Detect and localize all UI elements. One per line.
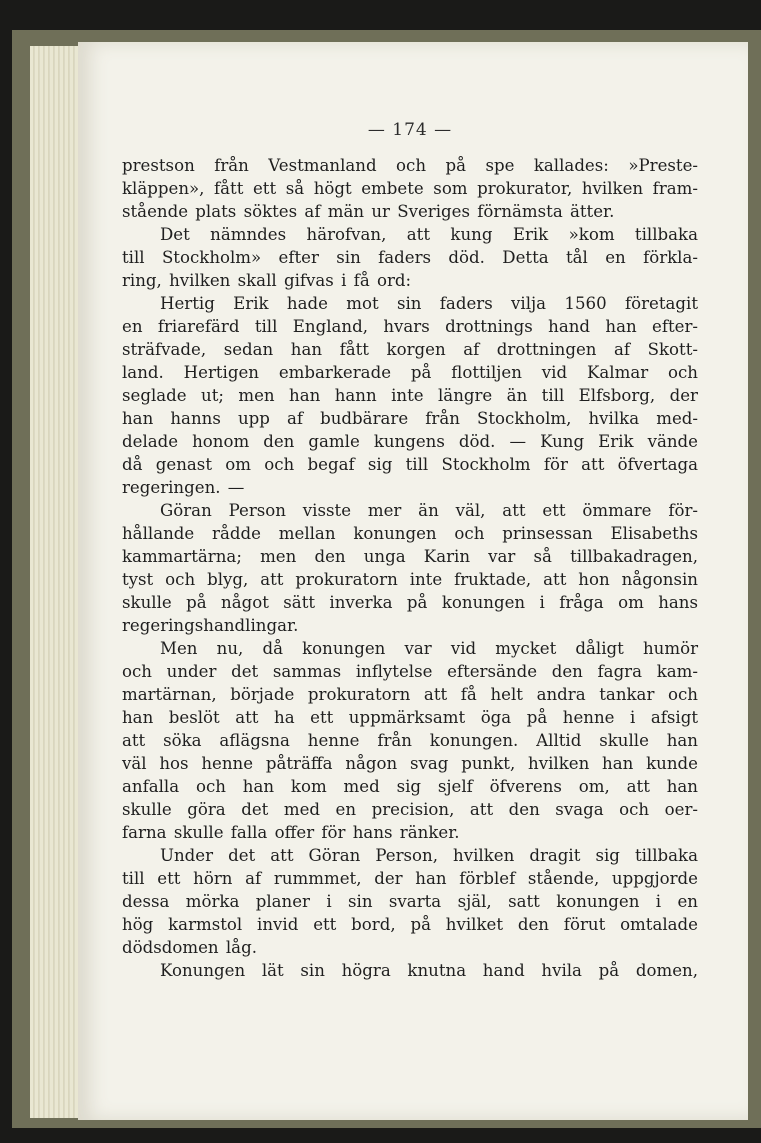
text-line: han hanns upp af budbärare från Stockholm, hvilka med-: [122, 409, 698, 428]
text-line: Konungen lät sin högra knutna hand hvila på domen,: [160, 961, 698, 980]
text-line: Göran Person visste mer än väl, att ett ömmare för-: [160, 501, 698, 520]
body-text: [122, 154, 698, 982]
text-line: regeringen. —: [122, 478, 245, 497]
text-line: dödsdomen låg.: [122, 938, 257, 957]
text-line: seglade ut; men han hann inte längre än till Elfsborg, der: [122, 386, 698, 405]
text-line: då genast om och begaf sig till Stockholm för att öfvertaga: [122, 455, 698, 474]
text-line: kläppen», fått ett så högt embete som prokurator, hvilken fram-: [122, 179, 698, 198]
text-line: anfalla och han kom med sig sjelf öfverens om, att han: [122, 777, 698, 796]
text-line: att söka aflägsna henne från konungen. Alltid skulle han: [122, 731, 698, 750]
text-line: regeringshandlingar.: [122, 616, 299, 635]
text-line: prestson från Vestmanland och på spe kallades: »Preste-: [122, 156, 698, 175]
text-line: delade honom den gamle kungens död. — Kung Erik vände: [122, 432, 698, 451]
page-content: [122, 50, 698, 982]
text-line: hållande rådde mellan konungen och prinsessan Elisabeths: [122, 524, 698, 543]
text-line: sträfvade, sedan han fått korgen af drottningen af Skott-: [122, 340, 698, 359]
text-line: kammartärna; men den unga Karin var så tillbakadragen,: [122, 547, 698, 566]
text-line: Det nämndes härofvan, att kung Erik »kom tillbaka: [160, 225, 698, 244]
text-line: till ett hörn af rummmet, der han förblef stående, uppgjorde: [122, 869, 698, 888]
text-line: ring, hvilken skall gifvas i få ord:: [122, 271, 412, 290]
text-line: martärnan, började prokuratorn att få helt andra tankar och: [122, 685, 698, 704]
text-line: hög karmstol invid ett bord, på hvilket den förut omtalade: [122, 915, 698, 934]
text-line: till Stockholm» efter sin faders död. Detta tål en förkla-: [122, 248, 698, 267]
text-line: skulle på något sätt inverka på konungen i fråga om hans: [122, 593, 698, 612]
text-line: stående plats söktes af män ur Sveriges förnämsta ätter.: [122, 202, 615, 221]
text-line: skulle göra det med en precision, att den svaga och oer-: [122, 800, 698, 819]
text-line: och under det sammas inflytelse eftersände den fagra kam-: [122, 662, 698, 681]
text-line: Men nu, då konungen var vid mycket dåligt humör: [160, 639, 698, 658]
page-number: — 174 —: [367, 120, 453, 140]
text-line: han beslöt att ha ett uppmärksamt öga på henne i afsigt: [122, 708, 698, 727]
text-line: väl hos henne påträffa någon svag punkt, hvilken han kunde: [122, 754, 698, 773]
text-line: dessa mörka planer i sin svarta själ, satt konungen i en: [122, 892, 698, 911]
text-line: en friarefärd till England, hvars drottnings hand han efter-: [122, 317, 698, 336]
text-line: Hertig Erik hade mot sin faders vilja 1560 företagit: [160, 294, 698, 313]
text-line: farna skulle falla offer för hans ränker.: [122, 823, 460, 842]
text-line: tyst och blyg, att prokuratorn inte fruktade, att hon någonsin: [122, 570, 698, 589]
text-line: Under det att Göran Person, hvilken dragit sig tillbaka: [160, 846, 698, 865]
text-line: land. Hertigen embarkerade på flottiljen vid Kalmar och: [122, 363, 698, 382]
